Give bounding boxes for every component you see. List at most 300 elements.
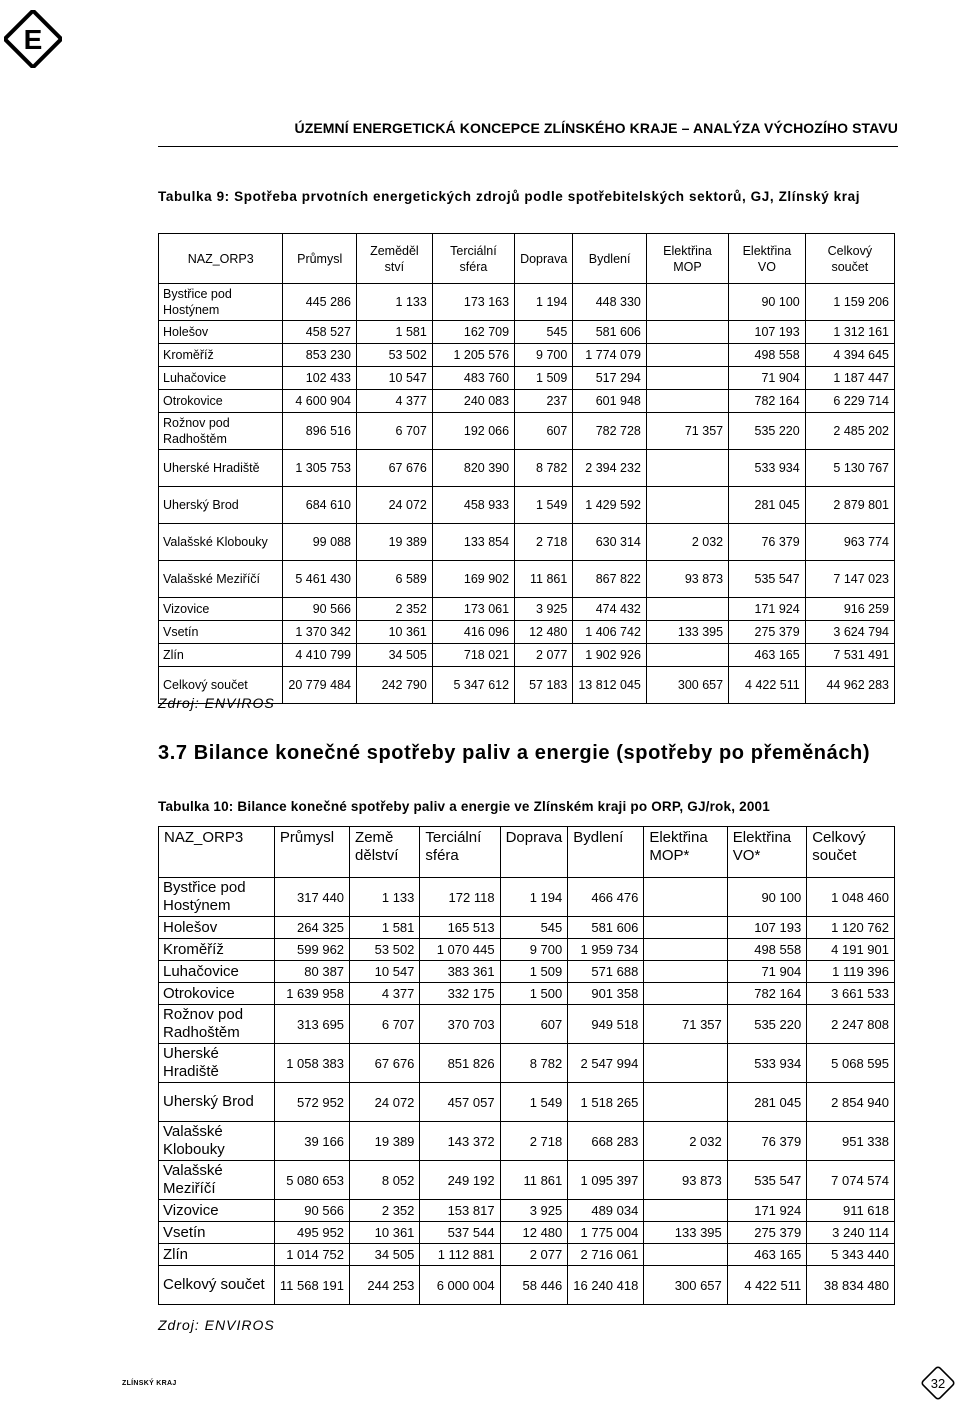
table-cell: 8 052: [350, 1161, 420, 1200]
table-row: [159, 450, 895, 487]
table-cell: 2 032: [644, 1122, 727, 1161]
table-cell: 463 165: [729, 644, 806, 667]
table-cell: 5 461 430: [283, 561, 357, 598]
table2-caption: Tabulka 10: Bilance konečné spotřeby paliv a energie ve Zlínském kraji po ORP, GJ/rok, 2001: [158, 799, 770, 814]
table2-column-header: Elektřina MOP*: [644, 827, 727, 878]
table-cell: [644, 983, 727, 1005]
table-cell: 10 547: [356, 367, 432, 390]
table-cell: 34 505: [356, 644, 432, 667]
table-cell: 535 220: [729, 413, 806, 450]
table-cell: 867 822: [573, 561, 647, 598]
table-cell: 2 352: [356, 598, 432, 621]
table-cell: 1 581: [356, 321, 432, 344]
table-row: [159, 983, 895, 1005]
table-cell: 370 703: [420, 1005, 500, 1044]
table-cell: 1 549: [515, 487, 573, 524]
table-cell: 300 657: [646, 667, 728, 704]
table-row: [159, 917, 895, 939]
table-cell: 281 045: [727, 1083, 806, 1122]
table-cell: 3 925: [500, 1200, 568, 1222]
table-cell: 24 072: [350, 1083, 420, 1122]
table-cell: 820 390: [432, 450, 514, 487]
row-label-cell: Bystřice pod Hostýnem: [159, 284, 283, 321]
table-cell: 896 516: [283, 413, 357, 450]
table-cell: 4 410 799: [283, 644, 357, 667]
table-cell: 300 657: [644, 1266, 727, 1305]
table-cell: 1 370 342: [283, 621, 357, 644]
table-cell: 2 077: [515, 644, 573, 667]
table-cell: 90 100: [729, 284, 806, 321]
table-cell: 448 330: [573, 284, 647, 321]
table-cell: 4 377: [350, 983, 420, 1005]
table-cell: 71 357: [644, 1005, 727, 1044]
table-cell: 601 948: [573, 390, 647, 413]
table-cell: 240 083: [432, 390, 514, 413]
table-cell: 5 080 653: [274, 1161, 349, 1200]
table-cell: [644, 1244, 727, 1266]
table-cell: 6 229 714: [805, 390, 894, 413]
table-cell: 1 120 762: [807, 917, 895, 939]
table-cell: 1 639 958: [274, 983, 349, 1005]
table-cell: 853 230: [283, 344, 357, 367]
table-cell: 457 057: [420, 1083, 500, 1122]
table-cell: 5 130 767: [805, 450, 894, 487]
table-cell: 71 904: [727, 961, 806, 983]
table-cell: 1 305 753: [283, 450, 357, 487]
table1-caption: Tabulka 9: Spotřeba prvotních energetických zdrojů podle spotřebitelských sektorů, GJ, Zlínský kraj: [158, 189, 861, 204]
table-cell: 34 505: [350, 1244, 420, 1266]
table-cell: 949 518: [568, 1005, 644, 1044]
table-cell: 53 502: [356, 344, 432, 367]
table-cell: 317 440: [274, 878, 349, 917]
table-cell: 963 774: [805, 524, 894, 561]
table1-column-header: Zeměděl ství: [356, 234, 432, 284]
row-label-cell: Celkový součet: [159, 667, 283, 704]
table-cell: 169 902: [432, 561, 514, 598]
table1-column-header: Doprava: [515, 234, 573, 284]
table-cell: 6 000 004: [420, 1266, 500, 1305]
table-cell: 901 358: [568, 983, 644, 1005]
table-row: [159, 961, 895, 983]
table-cell: 173 163: [432, 284, 514, 321]
table-cell: 2 077: [500, 1244, 568, 1266]
table-cell: [646, 284, 728, 321]
table1-column-header: Terciální sféra: [432, 234, 514, 284]
row-label-cell: Zlín: [159, 1244, 275, 1266]
table-cell: 2 879 801: [805, 487, 894, 524]
table-cell: 165 513: [420, 917, 500, 939]
table-cell: 1 095 397: [568, 1161, 644, 1200]
row-label-cell: Luhačovice: [159, 961, 275, 983]
table-cell: 2 352: [350, 1200, 420, 1222]
table-cell: 535 547: [729, 561, 806, 598]
table-cell: 11 861: [500, 1161, 568, 1200]
logo-letter: E: [23, 24, 43, 55]
row-label-cell: Valašské Klobouky: [159, 1122, 275, 1161]
table1-column-header: Elektřina VO: [729, 234, 806, 284]
table-cell: 4 422 511: [727, 1266, 806, 1305]
table-cell: 572 952: [274, 1083, 349, 1122]
table-cell: 71 904: [729, 367, 806, 390]
page-number-badge: [918, 1363, 958, 1403]
table-cell: 11 568 191: [274, 1266, 349, 1305]
table-cell: 67 676: [350, 1044, 420, 1083]
table-cell: [644, 1044, 727, 1083]
table-cell: 1 406 742: [573, 621, 647, 644]
table-row: [159, 1266, 895, 1305]
table-cell: 107 193: [729, 321, 806, 344]
row-label-cell: Vsetín: [159, 1222, 275, 1244]
table-cell: 416 096: [432, 621, 514, 644]
table-cell: [646, 598, 728, 621]
table-cell: 5 343 440: [807, 1244, 895, 1266]
table-cell: 8 782: [515, 450, 573, 487]
table-cell: 172 118: [420, 878, 500, 917]
table-cell: 1 194: [500, 878, 568, 917]
table-cell: 7 531 491: [805, 644, 894, 667]
table-cell: 39 166: [274, 1122, 349, 1161]
document-header-title: ÚZEMNÍ ENERGETICKÁ KONCEPCE ZLÍNSKÉHO KRAJE – ANALÝZA VÝCHOZÍHO STAVU: [294, 120, 898, 136]
row-label-cell: Uherské Hradiště: [159, 1044, 275, 1083]
table-cell: 237: [515, 390, 573, 413]
table-cell: [644, 917, 727, 939]
row-label-cell: Uherský Brod: [159, 487, 283, 524]
row-label-cell: Uherský Brod: [159, 1083, 275, 1122]
table-cell: 90 100: [727, 878, 806, 917]
table-cell: 1 429 592: [573, 487, 647, 524]
table-cell: 5 347 612: [432, 667, 514, 704]
table-cell: 332 175: [420, 983, 500, 1005]
table-cell: 517 294: [573, 367, 647, 390]
table-cell: 9 700: [515, 344, 573, 367]
table-cell: 851 826: [420, 1044, 500, 1083]
table-cell: 13 812 045: [573, 667, 647, 704]
table-cell: 4 422 511: [729, 667, 806, 704]
table-cell: 581 606: [573, 321, 647, 344]
table-cell: 7 074 574: [807, 1161, 895, 1200]
row-label-cell: Kroměříž: [159, 939, 275, 961]
table-cell: 458 527: [283, 321, 357, 344]
row-label-cell: Holešov: [159, 321, 283, 344]
table-cell: 1 959 734: [568, 939, 644, 961]
table-cell: 275 379: [729, 621, 806, 644]
table-cell: 1 119 396: [807, 961, 895, 983]
table-cell: 599 962: [274, 939, 349, 961]
table-cell: 53 502: [350, 939, 420, 961]
table-cell: 463 165: [727, 1244, 806, 1266]
table-cell: 24 072: [356, 487, 432, 524]
row-label-cell: Celkový součet: [159, 1266, 275, 1305]
table-cell: 2 394 232: [573, 450, 647, 487]
table-cell: 1 205 576: [432, 344, 514, 367]
table-row: [159, 524, 895, 561]
table2-column-header: Země dělství: [350, 827, 420, 878]
table-cell: 1 058 383: [274, 1044, 349, 1083]
row-label-cell: Valašské Klobouky: [159, 524, 283, 561]
table-cell: 535 547: [727, 1161, 806, 1200]
table-cell: 1 500: [500, 983, 568, 1005]
table-cell: 1 187 447: [805, 367, 894, 390]
table-cell: 1 774 079: [573, 344, 647, 367]
footer-label: ZLÍNSKÝ KRAJ: [122, 1380, 177, 1387]
table-row: [159, 1005, 895, 1044]
table-row: [159, 321, 895, 344]
table-cell: 162 709: [432, 321, 514, 344]
table-cell: 4 600 904: [283, 390, 357, 413]
table-cell: 951 338: [807, 1122, 895, 1161]
table-cell: 11 861: [515, 561, 573, 598]
table-cell: 107 193: [727, 917, 806, 939]
table-row: [159, 284, 895, 321]
table-cell: 1 133: [356, 284, 432, 321]
table-cell: 2 485 202: [805, 413, 894, 450]
table-row: [159, 1122, 895, 1161]
table-cell: 445 286: [283, 284, 357, 321]
table-row: [159, 367, 895, 390]
table-cell: [644, 961, 727, 983]
table2-column-header: Bydlení: [568, 827, 644, 878]
table-cell: 4 191 901: [807, 939, 895, 961]
table2: [158, 826, 895, 1305]
table-cell: 153 817: [420, 1200, 500, 1222]
table2-column-header: Průmysl: [274, 827, 349, 878]
table1-column-header: Celkový součet: [805, 234, 894, 284]
table-row: [159, 939, 895, 961]
table-cell: 19 389: [350, 1122, 420, 1161]
table2-column-header: Elektřina VO*: [727, 827, 806, 878]
table-cell: 93 873: [644, 1161, 727, 1200]
table-cell: 489 034: [568, 1200, 644, 1222]
row-label-cell: Otrokovice: [159, 390, 283, 413]
table2-body: [159, 878, 895, 1305]
table-cell: 76 379: [729, 524, 806, 561]
table-row: [159, 390, 895, 413]
table-cell: 133 395: [644, 1222, 727, 1244]
table-cell: 242 790: [356, 667, 432, 704]
table-cell: 171 924: [727, 1200, 806, 1222]
table-cell: 12 480: [500, 1222, 568, 1244]
table-cell: 249 192: [420, 1161, 500, 1200]
table-cell: 1 048 460: [807, 878, 895, 917]
table-cell: 1 549: [500, 1083, 568, 1122]
table-cell: 3 925: [515, 598, 573, 621]
table-cell: [644, 939, 727, 961]
row-label-cell: Vizovice: [159, 598, 283, 621]
table2-header-row: [159, 827, 895, 878]
table-row: [159, 1244, 895, 1266]
table-cell: 93 873: [646, 561, 728, 598]
table-cell: 383 361: [420, 961, 500, 983]
table-row: [159, 344, 895, 367]
table-cell: 1 509: [515, 367, 573, 390]
table-cell: 537 544: [420, 1222, 500, 1244]
table-cell: 44 962 283: [805, 667, 894, 704]
table-cell: 1 518 265: [568, 1083, 644, 1122]
row-label-cell: Bystřice pod Hostýnem: [159, 878, 275, 917]
table-row: [159, 561, 895, 598]
table-cell: 498 558: [729, 344, 806, 367]
table-cell: 782 164: [727, 983, 806, 1005]
table-cell: 474 432: [573, 598, 647, 621]
row-label-cell: Uherské Hradiště: [159, 450, 283, 487]
table-cell: 102 433: [283, 367, 357, 390]
table-cell: 133 395: [646, 621, 728, 644]
table-cell: 264 325: [274, 917, 349, 939]
table-cell: 16 240 418: [568, 1266, 644, 1305]
table-cell: 57 183: [515, 667, 573, 704]
table-cell: 545: [515, 321, 573, 344]
table-cell: 458 933: [432, 487, 514, 524]
table-cell: 67 676: [356, 450, 432, 487]
table-cell: 668 283: [568, 1122, 644, 1161]
table1-column-header: Bydlení: [573, 234, 647, 284]
table-cell: 607: [500, 1005, 568, 1044]
table-cell: 782 728: [573, 413, 647, 450]
table-cell: 1 775 004: [568, 1222, 644, 1244]
table-cell: 90 566: [274, 1200, 349, 1222]
table-cell: 38 834 480: [807, 1266, 895, 1305]
table-cell: 495 952: [274, 1222, 349, 1244]
table-cell: 9 700: [500, 939, 568, 961]
row-label-cell: Holešov: [159, 917, 275, 939]
table-cell: 533 934: [727, 1044, 806, 1083]
table-cell: 275 379: [727, 1222, 806, 1244]
table-cell: 143 372: [420, 1122, 500, 1161]
row-label-cell: Valašské Meziříčí: [159, 1161, 275, 1200]
table-cell: 313 695: [274, 1005, 349, 1044]
row-label-cell: Kroměříž: [159, 344, 283, 367]
table-cell: [646, 450, 728, 487]
section-heading: 3.7 Bilance konečné spotřeby paliv a energie (spotřeby po přeměnách): [158, 742, 871, 764]
table-cell: 2 247 808: [807, 1005, 895, 1044]
logo-icon: [4, 10, 62, 68]
table-cell: 911 618: [807, 1200, 895, 1222]
table-cell: 173 061: [432, 598, 514, 621]
table-cell: [646, 390, 728, 413]
table-row: [159, 1200, 895, 1222]
table-cell: 466 476: [568, 878, 644, 917]
table1-column-header: Průmysl: [283, 234, 357, 284]
table2-column-header: Terciální sféra: [420, 827, 500, 878]
table-cell: 1 194: [515, 284, 573, 321]
table-cell: 3 240 114: [807, 1222, 895, 1244]
table-cell: 1 014 752: [274, 1244, 349, 1266]
table-cell: 684 610: [283, 487, 357, 524]
table-row: [159, 487, 895, 524]
table-cell: 6 707: [356, 413, 432, 450]
table-cell: 607: [515, 413, 573, 450]
table-cell: 99 088: [283, 524, 357, 561]
table1-column-header: NAZ_ORP3: [159, 234, 283, 284]
table-cell: 80 387: [274, 961, 349, 983]
row-label-cell: Otrokovice: [159, 983, 275, 1005]
table-cell: 2 716 061: [568, 1244, 644, 1266]
table-cell: [646, 487, 728, 524]
table-row: [159, 644, 895, 667]
table-cell: 3 661 533: [807, 983, 895, 1005]
table-cell: 10 361: [356, 621, 432, 644]
table2-source: Zdroj: ENVIROS: [158, 1317, 275, 1333]
table-cell: 281 045: [729, 487, 806, 524]
table-cell: 916 259: [805, 598, 894, 621]
table-cell: [644, 1200, 727, 1222]
table-cell: 7 147 023: [805, 561, 894, 598]
table-cell: 630 314: [573, 524, 647, 561]
table-row: [159, 1044, 895, 1083]
table-cell: 1 112 881: [420, 1244, 500, 1266]
table-cell: [646, 367, 728, 390]
table-cell: 76 379: [727, 1122, 806, 1161]
table-cell: 10 547: [350, 961, 420, 983]
row-label-cell: Vizovice: [159, 1200, 275, 1222]
table-cell: [644, 1083, 727, 1122]
table-cell: 2 547 994: [568, 1044, 644, 1083]
table-cell: [646, 321, 728, 344]
table-cell: 3 624 794: [805, 621, 894, 644]
table-cell: 71 357: [646, 413, 728, 450]
table1-body: [159, 284, 895, 704]
table-cell: 498 558: [727, 939, 806, 961]
table-cell: 1 159 206: [805, 284, 894, 321]
table1-header-row: [159, 234, 895, 284]
row-label-cell: Zlín: [159, 644, 283, 667]
table-cell: 571 688: [568, 961, 644, 983]
table-cell: 171 924: [729, 598, 806, 621]
table-cell: 2 718: [500, 1122, 568, 1161]
table-cell: [646, 344, 728, 367]
table-cell: 1 312 161: [805, 321, 894, 344]
table1: [158, 233, 895, 704]
table2-column-header: Celkový součet: [807, 827, 895, 878]
table-cell: 718 021: [432, 644, 514, 667]
table-cell: 5 068 595: [807, 1044, 895, 1083]
table-cell: 133 854: [432, 524, 514, 561]
table-cell: 90 566: [283, 598, 357, 621]
table-cell: 6 589: [356, 561, 432, 598]
table2-column-header: Doprava: [500, 827, 568, 878]
table-row: [159, 598, 895, 621]
table-cell: 19 389: [356, 524, 432, 561]
table-cell: 1 070 445: [420, 939, 500, 961]
table-cell: 58 446: [500, 1266, 568, 1305]
table-cell: 581 606: [568, 917, 644, 939]
table-cell: 535 220: [727, 1005, 806, 1044]
table1-source: Zdroj: ENVIROS: [158, 695, 275, 711]
table-cell: 2 718: [515, 524, 573, 561]
table-row: [159, 1161, 895, 1200]
table-cell: 533 934: [729, 450, 806, 487]
table-cell: 20 779 484: [283, 667, 357, 704]
table-cell: [644, 878, 727, 917]
table-cell: 1 509: [500, 961, 568, 983]
table1-column-header: Elektřina MOP: [646, 234, 728, 284]
table-cell: 545: [500, 917, 568, 939]
table-cell: 4 377: [356, 390, 432, 413]
table-cell: 8 782: [500, 1044, 568, 1083]
table-cell: 4 394 645: [805, 344, 894, 367]
table-cell: 1 902 926: [573, 644, 647, 667]
table-row: [159, 413, 895, 450]
table-cell: 2 854 940: [807, 1083, 895, 1122]
table-cell: 6 707: [350, 1005, 420, 1044]
row-label-cell: Rožnov pod Radhoštěm: [159, 413, 283, 450]
table-row: [159, 1083, 895, 1122]
header-divider: [158, 146, 898, 147]
table-cell: 483 760: [432, 367, 514, 390]
row-label-cell: Rožnov pod Radhoštěm: [159, 1005, 275, 1044]
row-label-cell: Vsetín: [159, 621, 283, 644]
table-cell: [646, 644, 728, 667]
